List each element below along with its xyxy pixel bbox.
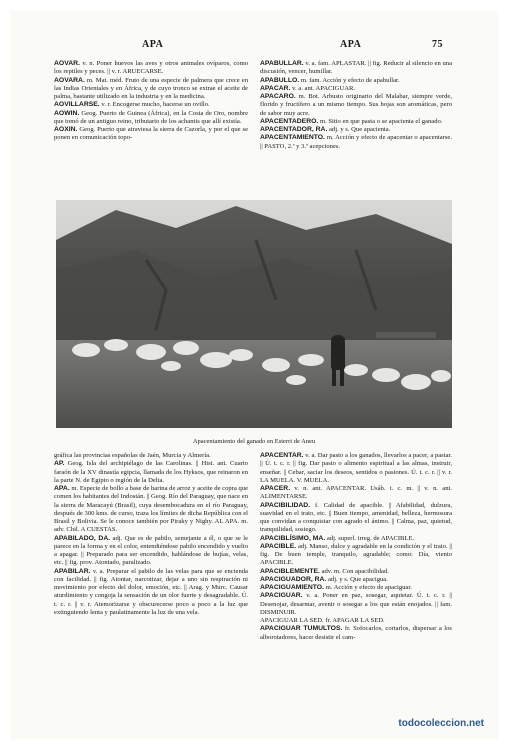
column-bottom-right [260, 452, 452, 692]
entry-definition: v. n. ant. APACENTAR. Usáb. t. c. m. || v. n. ant. ALIMENTARSE. [260, 485, 452, 501]
entry-headword: APABILADO, DA. [54, 534, 111, 542]
watermark [398, 718, 484, 729]
dictionary-entry [260, 568, 452, 576]
entry-headword: APACENTADOR, RA. [260, 126, 328, 133]
entry-headword: APABILAR. [54, 567, 91, 575]
entry-definition: Geog. Puerto de Guinea (África), en la Costa de Oro, nombre que tomó de un antiguo reino, tributario de los achantis que allí existía. [54, 109, 248, 125]
entry-definition: adj. y s. Que apacienta. [329, 126, 391, 133]
dictionary-entry [260, 85, 452, 93]
entry-headword: APACIBLEMENTE. [260, 567, 320, 575]
dictionary-entry [54, 126, 248, 143]
dictionary-entry [54, 101, 248, 109]
column-top-left [54, 60, 248, 194]
entry-headword: APACARO. [260, 93, 296, 100]
entry-definition: adj. superl. irreg. de APACIBLE. [326, 534, 415, 542]
entry-definition: adj. Que es de pabilo, semejante a él, o que se le parece en la forma y en el color, entendiéndose pabilo encendido y vuelto a apagar. || Preparado para ser encendido, hablándose de bujías, velas, etc. || fig. prov. Atontado, paralizado. [54, 534, 248, 567]
page-number: 75 [432, 39, 443, 50]
column-bottom-left [54, 452, 248, 692]
entry-definition: m. Bot. Arbusto originario del Malabar, siempre verde, florido y fructífero a un mismo tiempo. Sus hojas son aromáticas, pero de sabor muy acre. [260, 93, 452, 117]
dictionary-entry [54, 568, 248, 618]
entry-headword: APACAR. [260, 84, 291, 92]
entry-headword: AOVILLARSE. [54, 101, 100, 109]
entry-definition: adv. m. Con apacibilidad. [321, 567, 389, 575]
dictionary-entry [260, 535, 452, 543]
entry-definition: m. Mat. méd. Fruto de una especie de palmera que crece en las Indias Orientales y en África, y de cuyo tronco se extrae el aceite de palma, bastante utilizado en la industria y en la medicina. [54, 76, 248, 100]
entry-definition: v. a. Preparar el pabilo de las velas para que se encienda con facilidad. || fig. Atontar, narcotizar, dejar a uno sin respiración ni movimiento por efecto del dolor, emoción, etc. || Arag. y Murc. Causar aturdimiento y congoja la sensación de un olor fuerte y desagradable. Ú. t. c. r. || v. r. Atemorizarse y obscurecerse poco a poco a la luz que extinguiendo lenta y paulatinamente la luz de una vela. [54, 567, 248, 616]
header-left-word: APA [142, 39, 164, 50]
watermark-tld: .net [466, 718, 484, 729]
entry-definition: v. a. Dar pasto a los ganados, llevarlos a pacer, a pastar. || Ú. t. c. r. || fig. Dar pasto o alimento espiritual a las almas, instruir, enseñar. || Cebar, saciar los deseos, sentidos o pasiones. Ú. t. c. r. || v. r. LA MUELA. V. MUELA. [260, 452, 452, 484]
dictionary-entry [260, 617, 452, 625]
header-center-word: APA [340, 39, 362, 50]
entry-headword: APABULLO. [260, 76, 300, 84]
dictionary-entry [54, 60, 248, 77]
entry-definition: adj. Manso, dulce y agradable en la condición y el trato. || fig. De buen temple, tranquilo, agradable; como: Día, viento APACIBLE. [260, 542, 452, 567]
dictionary-entry [260, 118, 452, 126]
dictionary-entry [54, 452, 248, 460]
entry-definition: m. Acción y efecto de apaciguar. [325, 584, 412, 591]
entry-definition: gráfica las provincias españolas de Jaén, Murcia y Almería. [54, 452, 211, 459]
dictionary-entry [54, 110, 248, 127]
entry-headword: APACIBILIDAD. [260, 501, 311, 509]
entry-headword: APACER. [260, 485, 291, 492]
entry-definition: APACIGUAR LA SED. fr. APAGAR LA SED. [260, 617, 385, 624]
entry-definition: v. r. Encogerse mucho, hacerse un ovillo. [101, 101, 210, 109]
dictionary-entry [54, 485, 248, 535]
entry-headword: AOVAR. [54, 60, 80, 67]
entry-definition: v. a. ant. APACIGUAR. [292, 84, 356, 92]
entry-definition: m. Acción y efecto de apacentar o apacentarse. || PASTO, 2.ª y 3.ª acepciones. [260, 134, 452, 150]
entry-headword: APACIGUAMIENTO. [260, 584, 324, 591]
dictionary-entry [260, 77, 452, 85]
entry-definition: v. a. Poner en paz, sosegar, aquietar. Ú. t. c. r. || Desenojar, desarmar, avenir o sosegar a los que están enojados. || fam. DISMINUIR. [260, 592, 452, 616]
entry-headword: AOVARA. [54, 76, 85, 84]
landscape-photograph [56, 200, 452, 428]
entry-headword: APACENTAR. [260, 452, 304, 459]
dictionary-entry [54, 460, 248, 485]
photo-caption: Apacentamiento del ganado en Esterri de Aneu [192, 438, 316, 445]
entry-definition: v. a. fam. APLASTAR. || fig. Reducir al silencio en una discusión, vencer, humillar. [260, 60, 452, 76]
dictionary-entry [260, 592, 452, 617]
photo-illustration [56, 200, 452, 428]
entry-headword: APA. [54, 485, 70, 492]
entry-headword: APACIGUAR. [260, 592, 303, 600]
dictionary-page [10, 10, 498, 739]
dictionary-entry [54, 77, 248, 102]
entry-definition: m. Sitio en que pasta o se apacienta el ganado. [319, 117, 443, 125]
dictionary-entry [260, 452, 452, 485]
dictionary-entry [260, 60, 452, 77]
entry-definition: m. fam. Acción y efecto de apabullar. [300, 76, 400, 84]
dictionary-entry [54, 535, 248, 568]
entry-headword: AOWIN. [54, 109, 80, 117]
dictionary-entry [260, 93, 452, 118]
dictionary-entry [260, 502, 452, 535]
entry-definition: f. Calidad de apacible. || Afabilidad, dulzura, suavidad en el trato, etc. || Buen tiempo, amenidad, belleza, hermosura que convidan a conquistar con agrado el ánimo. || Calma, paz, quietud, tranquilidad, sosiego. [260, 501, 452, 534]
dictionary-entry [260, 543, 452, 568]
entry-headword: APABULLAR. [260, 60, 304, 67]
dictionary-entry [260, 485, 452, 502]
watermark-brand: todocoleccion [398, 718, 467, 729]
column-top-right [260, 60, 452, 194]
entry-headword: APACIBLÍSIMO, MA. [260, 534, 326, 542]
dictionary-entry [260, 625, 452, 642]
dictionary-entry [260, 576, 452, 584]
dictionary-entry [260, 126, 452, 134]
entry-headword: APACENTAMIENTO. [260, 134, 325, 142]
entry-definition: m. Especie de bollo a base de harina de arroz y aceite de copra que comen los habitantes del Indostán. || Geog. Río del Paraguay, que nace en la sierra de Maracayú (Brasil), cuya desembocadura en el río Paraguay, después de 300 kms. de curso, traza los límites de dicha República con el Brasil y Bolivia. Se le conoce también por Piraky y Nighy. AL APA. m. adv. Chil. A CUESTAS. [54, 485, 248, 534]
entry-headword: AP. [54, 460, 65, 468]
entry-definition: adj. y s. Que apacigua. [328, 575, 388, 583]
dictionary-entry [260, 134, 452, 151]
entry-headword: APACENTADERO. [260, 117, 319, 125]
entry-definition: fr. Sofocarlos, cortarlos, dispersar a los alborotadores, hacer desistir el cam- [260, 625, 452, 641]
entry-definition: Geog. Isla del archipiélago de las Carolinas. || Hist. ant. Cuarto faraón de la XV dinastía egipcia, llamada de los Hyksos, que reinaron en la parte N. de Egipto o región de la Delta. [54, 460, 248, 484]
dictionary-entry [260, 584, 452, 592]
entry-definition: v. n. Poner huevos las aves y otros animales ovíparos, como los reptiles y peces. || v. r. ARUECARSE. [54, 60, 248, 76]
entry-headword: AOXIN. [54, 126, 78, 133]
entry-definition: Geog. Puerto que atraviesa la sierra de Cazorla, y por el que se ponen en comunicación topo- [54, 126, 248, 142]
entry-headword: APACIGUAR TUMULTOS. [260, 625, 343, 633]
entry-headword: APACIGUADOR, RA. [260, 575, 327, 583]
entry-headword: APACIBLE. [260, 542, 297, 550]
